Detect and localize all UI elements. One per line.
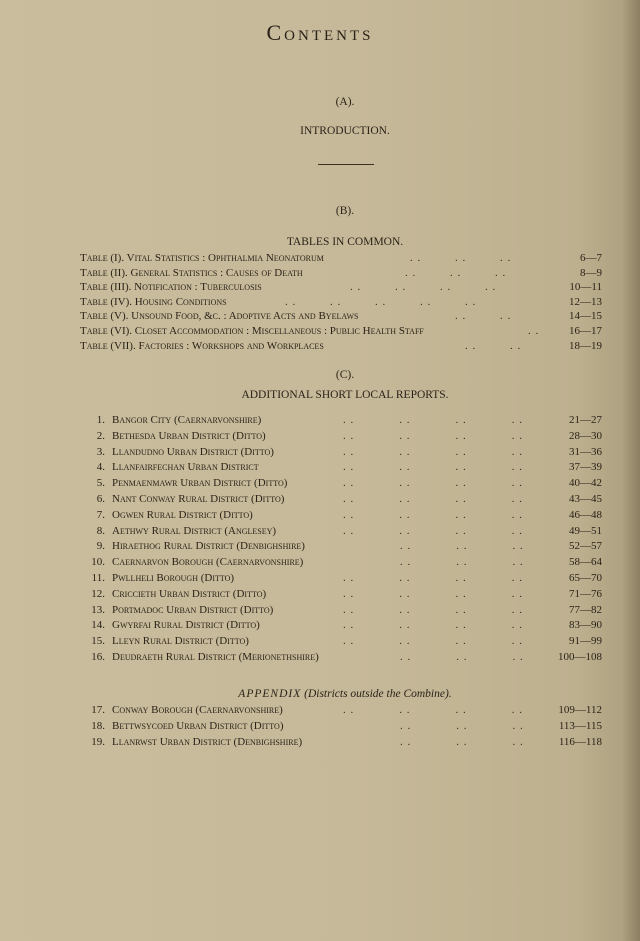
list-item[interactable]: [80, 324, 602, 339]
page-range: 18—19: [569, 339, 602, 352]
page-range: 100—108: [558, 650, 602, 663]
entry-label: Lleyn Rural District (Ditto): [112, 635, 249, 648]
leader-dots: . . . . . . . .: [343, 445, 523, 458]
leader-dots: . . . . . . . .: [343, 429, 523, 442]
list-item[interactable]: [88, 524, 602, 540]
leader-dots: . . . . . .: [400, 540, 524, 553]
list-item[interactable]: [88, 492, 602, 508]
page-title: Contents: [266, 20, 374, 45]
page-range: 109—112: [558, 704, 602, 716]
list-item[interactable]: [88, 460, 602, 476]
list-item[interactable]: [88, 703, 602, 719]
entry-number: 8.: [96, 524, 105, 537]
entry-label: Llandudno Urban District (Ditto): [112, 445, 274, 458]
appendix-list: [88, 703, 602, 750]
list-item[interactable]: [88, 413, 602, 429]
leader-dots: . . . . . .: [410, 252, 512, 264]
section-a-marker: (A).: [335, 96, 355, 108]
appendix-title: APPENDIX: [238, 688, 302, 700]
appendix-heading: [0, 688, 640, 700]
page-range: 49—51: [569, 524, 602, 537]
list-item[interactable]: [88, 618, 602, 634]
entry-label: Penmaenmawr Urban District (Ditto): [112, 477, 288, 490]
entry-number: 16.: [91, 650, 105, 663]
page-range: 6—7: [580, 252, 602, 264]
entry-label: Llanfairfechan Urban District: [112, 461, 259, 474]
section-b-marker: (B).: [335, 205, 355, 217]
entry-number: 13.: [91, 603, 105, 616]
page-range: 71—76: [569, 587, 602, 600]
entry-label: Table (IV). Housing Conditions: [80, 295, 227, 308]
entry-label: Ogwen Rural District (Ditto): [112, 508, 253, 521]
entry-number: 3.: [96, 445, 105, 458]
list-item[interactable]: [80, 266, 602, 281]
list-item[interactable]: [88, 476, 602, 492]
leader-dots: . . . . . .: [400, 719, 524, 732]
entry-number: 15.: [91, 635, 105, 648]
entry-label: Portmadoc Urban District (Ditto): [112, 603, 274, 616]
entry-label: Gwyrfai Rural District (Ditto): [112, 619, 260, 632]
page-range: 77—82: [569, 603, 602, 616]
entry-number: 11.: [91, 571, 105, 584]
page-range: 37—39: [569, 461, 602, 474]
list-item[interactable]: [88, 603, 602, 619]
page-range: 40—42: [569, 477, 602, 490]
page-range: 58—64: [569, 556, 602, 569]
page-range: 116—118: [558, 735, 602, 748]
leader-dots: . .: [528, 324, 540, 337]
list-item[interactable]: [88, 555, 602, 571]
section-c-heading: ADDITIONAL SHORT LOCAL REPORTS.: [241, 389, 449, 401]
local-reports-list: [88, 413, 602, 666]
page-range: 46—48: [569, 508, 602, 521]
entry-label: Table (II). General Statistics : Causes of Death: [80, 266, 303, 279]
entry-label: Llanrwst Urban District (Denbighshire): [112, 735, 303, 748]
leader-dots: . . . . . . . .: [343, 587, 523, 600]
list-item[interactable]: [80, 309, 602, 324]
leader-dots: . . . . . . . .: [350, 281, 497, 294]
entry-label: Conway Borough (Caernarvonshire): [112, 704, 283, 716]
entry-number: 14.: [91, 619, 105, 632]
page-range: 83—90: [569, 619, 602, 632]
leader-dots: . . . . . .: [400, 735, 524, 748]
list-item[interactable]: [80, 295, 602, 310]
entry-number: 10.: [91, 556, 105, 569]
entry-label: Deudraeth Rural District (Merionethshire): [112, 650, 319, 663]
leader-dots: . . . .: [465, 339, 522, 352]
entry-label: Aethwy Rural District (Anglesey): [112, 524, 277, 537]
entry-number: 19.: [91, 735, 105, 748]
page-range: 52—57: [569, 540, 602, 553]
list-item[interactable]: [88, 539, 602, 555]
entry-number: 7.: [96, 508, 105, 521]
entry-label: Pwllheli Borough (Ditto): [112, 571, 235, 584]
entry-label: Table (III). Notification : Tuberculosis: [80, 281, 262, 294]
leader-dots: . . . . . . . .: [343, 524, 523, 537]
entry-label: Nant Conway Rural District (Ditto): [112, 492, 285, 505]
page-edge-shadow: [622, 0, 640, 941]
leader-dots: . . . .: [455, 310, 512, 323]
leader-dots: . . . . . .: [400, 556, 524, 569]
leader-dots: . . . . . . . .: [343, 477, 523, 490]
list-item[interactable]: [88, 650, 602, 666]
page-range: 21—27: [569, 414, 602, 426]
entry-number: 18.: [91, 719, 105, 732]
page-range: 31—36: [569, 445, 602, 458]
page-range: 8—9: [580, 266, 602, 279]
page-range: 14—15: [569, 310, 602, 323]
leader-dots: . . . . . . . .: [343, 508, 523, 521]
page-range: 16—17: [569, 324, 602, 337]
list-item[interactable]: [80, 280, 602, 295]
entry-number: 1.: [96, 414, 105, 426]
section-a-heading: INTRODUCTION.: [300, 125, 390, 137]
leader-dots: . . . . . .: [405, 266, 507, 279]
list-item[interactable]: [88, 429, 602, 445]
page-range: 65—70: [569, 571, 602, 584]
list-item[interactable]: [88, 508, 602, 524]
divider-rule: [318, 164, 374, 165]
page-range: 10—11: [569, 281, 602, 294]
leader-dots: . . . . . . . .: [343, 571, 523, 584]
entry-number: 9.: [96, 540, 105, 553]
entry-label: Table (I). Vital Statistics : Ophthalmia Neonatorum: [80, 252, 324, 264]
leader-dots: . . . . . . . .: [343, 461, 523, 474]
leader-dots: . . . . . . . .: [343, 414, 523, 426]
list-item[interactable]: [88, 735, 602, 751]
page-range: 43—45: [569, 492, 602, 505]
leader-dots: . . . . . .: [400, 650, 524, 663]
entry-label: Table (VII). Factories : Workshops and Workplaces: [80, 339, 324, 352]
leader-dots: . . . . . . . .: [343, 635, 523, 648]
entry-number: 17.: [91, 704, 105, 716]
entry-label: Bettwsycoed Urban District (Ditto): [112, 719, 284, 732]
list-item[interactable]: [88, 445, 602, 461]
tables-list: [80, 251, 602, 353]
entry-number: 6.: [96, 492, 105, 505]
appendix-subtitle: (Districts outside the Combine).: [304, 688, 452, 700]
entry-number: 2.: [96, 429, 105, 442]
list-item[interactable]: [88, 719, 602, 735]
page-range: 12—13: [569, 295, 602, 308]
leader-dots: . . . . . . . . . .: [285, 295, 477, 308]
entry-number: 12.: [91, 587, 105, 600]
page-range: 113—115: [558, 719, 602, 732]
entry-label: Bangor City (Caernarvonshire): [112, 414, 262, 426]
entry-label: Table (V). Unsound Food, &c. : Adoptive Acts and Byelaws: [80, 310, 359, 323]
entry-label: Table (VI). Closet Accommodation : Miscellaneous : Public Health Staff: [80, 324, 424, 337]
page-range: 91—99: [569, 635, 602, 648]
section-c-marker: (C).: [335, 369, 355, 381]
section-b-heading: TABLES IN COMMON.: [286, 236, 404, 248]
entry-number: 5.: [96, 477, 105, 490]
entry-label: Caernarvon Borough (Caernarvonshire): [112, 556, 304, 569]
list-item[interactable]: [88, 587, 602, 603]
list-item[interactable]: [80, 339, 602, 354]
entry-number: 4.: [96, 461, 105, 474]
leader-dots: . . . . . . . .: [343, 704, 523, 716]
page-range: 28—30: [569, 429, 602, 442]
entry-label: Criccieth Urban District (Ditto): [112, 587, 267, 600]
list-item[interactable]: [80, 251, 602, 266]
entry-label: Hiraethog Rural District (Denbighshire): [112, 540, 305, 553]
list-item[interactable]: [88, 634, 602, 650]
leader-dots: . . . . . . . .: [343, 619, 523, 632]
entry-label: Bethesda Urban District (Ditto): [112, 429, 266, 442]
leader-dots: . . . . . . . .: [343, 492, 523, 505]
list-item[interactable]: [88, 571, 602, 587]
leader-dots: . . . . . . . .: [343, 603, 523, 616]
